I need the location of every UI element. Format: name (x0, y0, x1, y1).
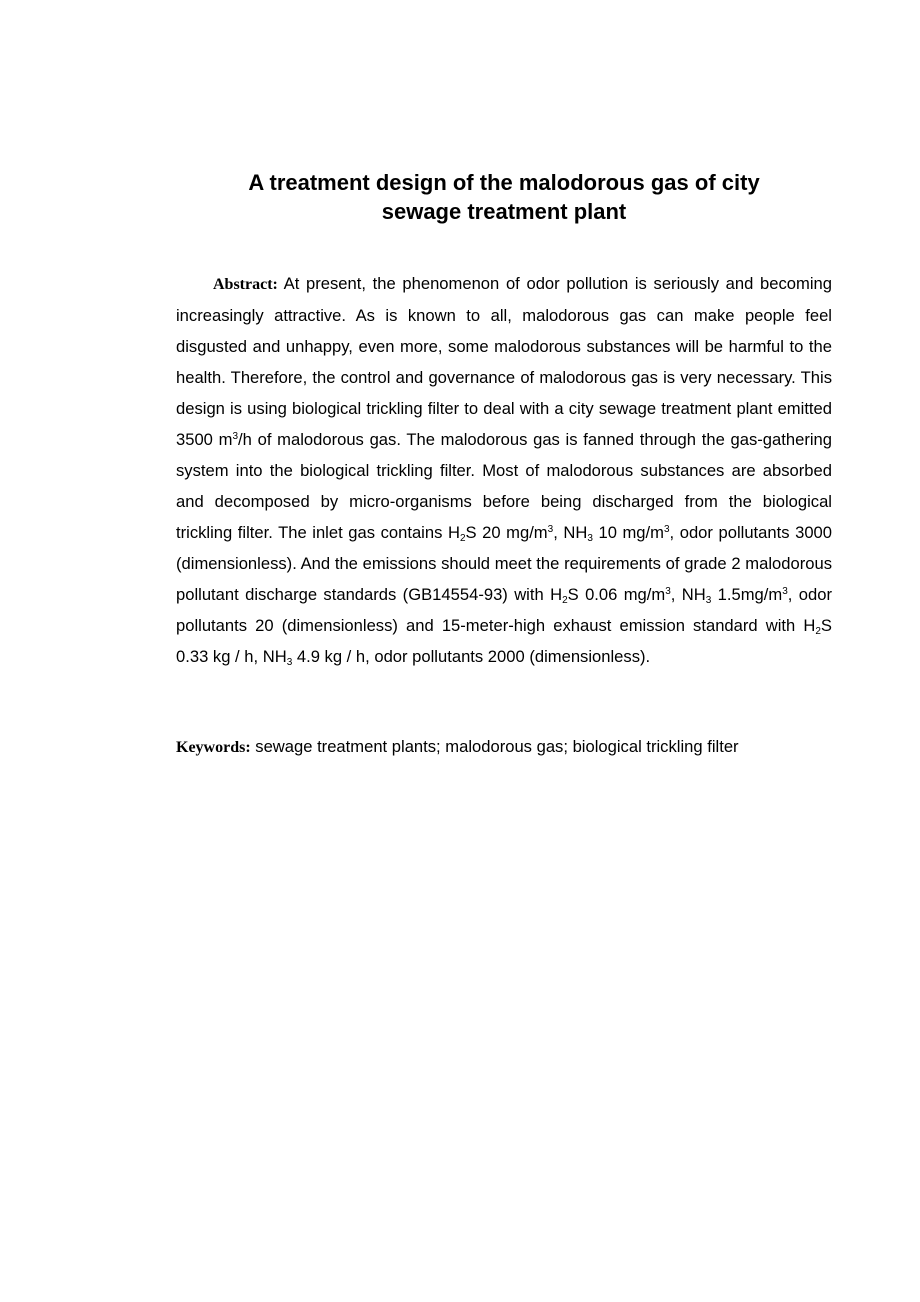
keywords-line (176, 731, 856, 763)
subscript: 3 (587, 533, 593, 544)
superscript: 3 (547, 524, 554, 535)
abstract-label: Abstract: (213, 276, 278, 293)
title-line-1: A treatment design of the malodorous gas of city (248, 170, 760, 195)
abstract-text: , NH (670, 585, 706, 604)
abstract-text: , odor pollutants 20 (dimensionless) and 15-meter-high exhaust emission standard with H (176, 585, 832, 635)
page-title (176, 168, 832, 226)
abstract-text: 4.9 kg / h, odor pollutants 2000 (dimensionless). (292, 647, 651, 666)
abstract-text: S 0.06 mg/m (567, 585, 666, 604)
abstract-text: 10 mg/m (592, 523, 664, 542)
superscript: 3 (663, 524, 670, 535)
superscript: 3 (232, 431, 239, 442)
abstract-text: S 0.33 kg / h, NH (176, 616, 832, 666)
title-line-2: sewage treatment plant (381, 199, 627, 224)
abstract-text: 1.5mg/m (711, 585, 783, 604)
abstract-text: /h of malodorous gas. The malodorous gas is fanned through the gas-gathering system into the biological trickling filter. Most of malodorous substances are absorbed and decomposed by micro-organisms before being discharged from the biological trickling filter. The inlet gas contains H (176, 430, 832, 542)
subscript: 2 (459, 533, 466, 544)
superscript: 3 (782, 586, 788, 597)
abstract-text: , NH (553, 523, 588, 542)
abstract-paragraph (176, 268, 832, 672)
keywords-label: Keywords: (176, 739, 251, 756)
subscript: 2 (815, 626, 821, 637)
abstract-text: S 20 mg/m (465, 523, 548, 542)
superscript: 3 (665, 586, 671, 597)
subscript: 3 (286, 657, 293, 668)
subscript: 3 (705, 595, 712, 606)
subscript: 2 (562, 595, 568, 606)
abstract-text: At present, the phenomenon of odor pollution is seriously and becoming increasingly attractive. As is known to all, malodorous gas can make people feel disgusted and unhappy, even more, some malodorous substances will be harmful to the health. Therefore, the control and governance of malodorous gas is very necessary. This design is using biological trickling filter to deal with a city sewage treatment plant emitted 3500 m (176, 274, 832, 449)
keywords-text: sewage treatment plants; malodorous gas; biological trickling filter (250, 737, 739, 756)
abstract-text: , odor pollutants 3000 (dimensionless). And the emissions should meet the requirements of grade 2 malodorous pollutant discharge standards (GB14554-93) with H (176, 523, 833, 604)
